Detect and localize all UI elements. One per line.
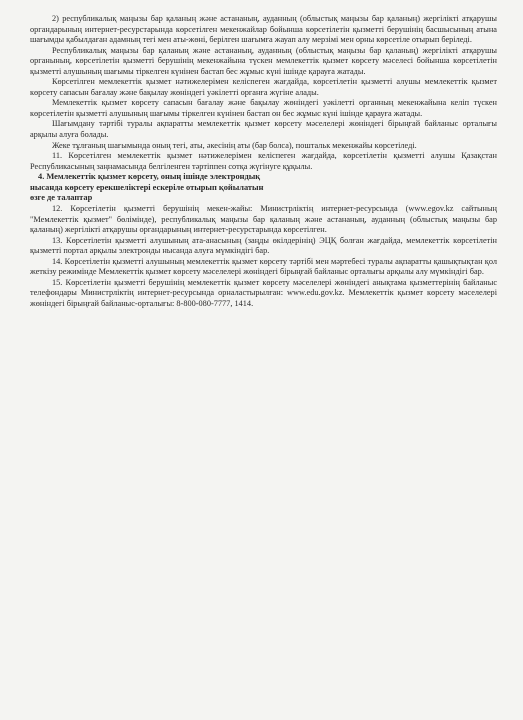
paragraph: 2) республикалық маңызы бар қаланың және астананың, ауданның (облыстық маңызы бар қаланың) жергілікті атқарушы органдарының интернет-ресурстарында көрсетілген мекенжайлар бойынша көрсетілетін қызметті берушінің басшысының атына шағымды қабылдаған адамның тегі мен аты-жөні, берілген шағымға жауап алу мерзімі мен орны көрсетіле отырып беріледі. bbox=[30, 14, 497, 45]
section-heading bbox=[30, 172, 497, 204]
paragraph: Республикалық маңызы бар қаланың және астананың, ауданның (облыстық маңызы бар қаланың) жергілікті атқарушы органының, көрсетілетін қызметті берушінің мекенжайына түскен мемлекеттік қызмет көрсету мәселесі бойынша көрсетілетін қызметті алушының шағымы тіркелген күнінен бастап бес жұмыс күні ішінде қарауға жатады. bbox=[30, 45, 497, 76]
paragraph: Мемлекеттік қызмет көрсету сапасын бағалау және бақылау жөніндегі уәкілетті органның мекенжайына келіп түскен көрсетілетін қызметті алушының шағымы тіркелген күнінен бастап он бес жұмыс күні ішінде қарауға жатады. bbox=[30, 98, 497, 118]
section-heading-line: өзге де талаптар bbox=[30, 193, 93, 203]
paragraph: Жеке тұлғаның шағымында оның тегі, аты, әкесінің аты (бар болса), поштальк мекенжайы көрсетіледі. bbox=[52, 140, 417, 150]
section-heading-line: 4. Мемлекеттік қызмет көрсету, оның ішінде электрондық bbox=[38, 172, 261, 182]
paragraph: 15. Көрсетілетін қызметті берушінің мемлекеттік қызмет көрсету мәселелері жөніндегі анықтама қызметтерінің байланыс телефондары Министрліктің интернет-ресурсында орналастырылған: www.edu.gov.kz. Мемлекеттік қызмет көрсету мәселелері жөніндегі бірыңғай байланыс-орталығы: 8-800-080-7777, 1414. bbox=[30, 277, 497, 308]
paragraph: 14. Көрсетілетін қызметті алушының мемлекеттік қызмет көрсету тәртібі мен мәртебесі туралы ақпаратты қашықтықтан қол жеткізу режимінде Мемлекеттік қызмет көрсету мәселелері жөніндегі бірыңғай байланыс орталығы арқылы алу мүмкіндігі бар. bbox=[30, 256, 497, 277]
paragraph: Көрсетілген мемлекеттік қызмет нәтижелерімен келіспеген жағдайда, көрсетілетін қызметті алушы мемлекеттік қызмет көрсету сапасын бағалау және бақылау жөніндегі уәкілетті органға жүгіне алады. bbox=[30, 77, 497, 97]
paragraph: 12. Көрсетілетін қызметті берушінің мекен-жайы: Министрліктің интернет-ресурсында (www.egov.kz сайтының "Мемлекеттік қызмет" бөлімінде), республикалық маңызы бар қаланың және астананың, ауданның (облыстық маңызы бар қаланың) жергілікті атқарушы органдарының интернет-ресурстарында көрсетілген. bbox=[30, 203, 497, 235]
paragraph: Шағымдану тәртібі туралы ақпаратты мемлекеттік қызмет көрсету мәселелері жөніндегі бірыңғай байланыс орталығы арқылы алуға болады. bbox=[30, 119, 497, 140]
paragraph: 13. Көрсетілетін қызметті алушының ата-анасының (заңды өкілдерінің) ЭЦҚ болған жағдайда, мемлекеттік көрсетілетін қызметті портал арқылы электронды нысанда алуға мүмкіндігі бар. bbox=[30, 235, 497, 256]
section-heading-line: нысанда көрсету ерекшеліктері ескеріле отырып қойылатын bbox=[30, 182, 264, 192]
document-body bbox=[30, 14, 497, 309]
paragraph: 11. Көрсетілген мемлекеттік қызмет нәтижелерімен келіспеген жағдайда, көрсетілетін қызметті алушы Қазақстан Республикасының заңнамасында белгіленген тәртіппен сотқа жүгінуге құқылы. bbox=[30, 151, 497, 171]
